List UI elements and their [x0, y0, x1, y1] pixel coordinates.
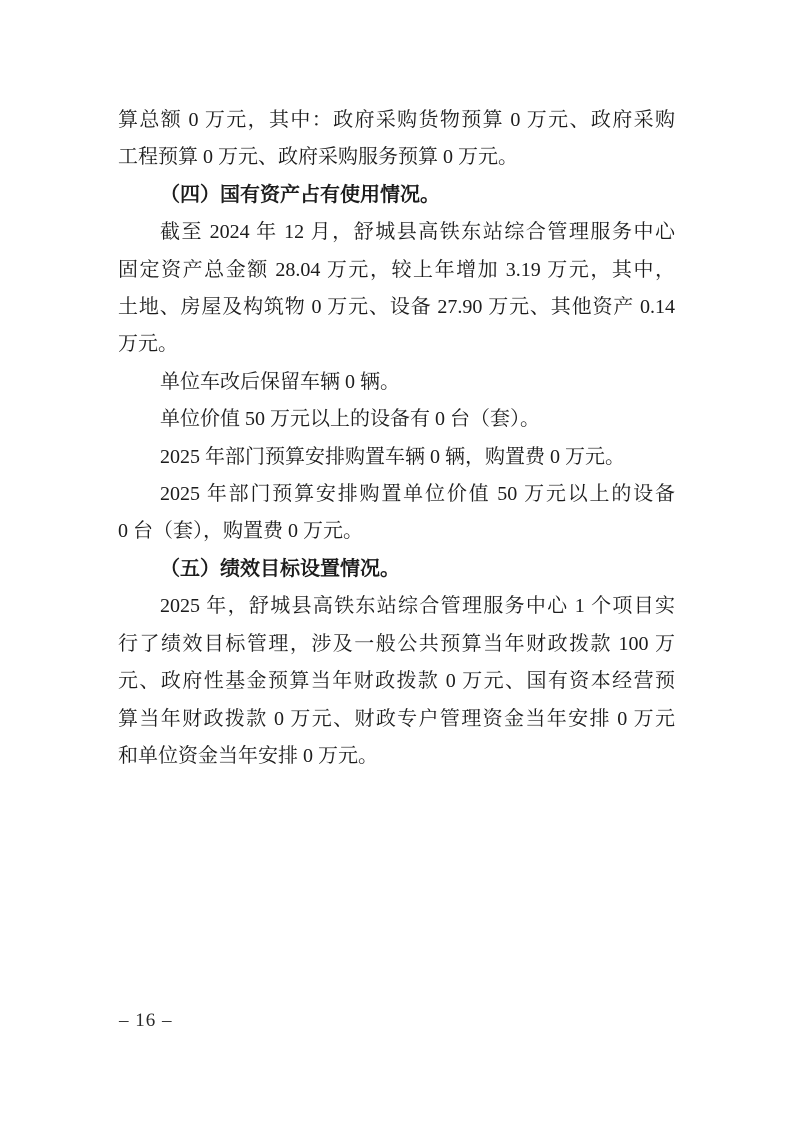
equipment-over-50-paragraph — [118, 401, 675, 438]
budget-equipment-purchase-paragraph — [118, 476, 675, 551]
fixed-assets-paragraph — [118, 214, 675, 364]
text-line: 2025 年部门预算安排购置单位价值 50 万元以上的设备 — [160, 483, 675, 506]
text-line: 和单位资金当年安排 0 万元。 — [118, 744, 378, 767]
performance-target-paragraph — [118, 588, 675, 775]
text-line: 算总额 0 万元，其中：政府采购货物预算 0 万元、政府采购 — [118, 109, 675, 131]
budget-vehicle-purchase-paragraph — [118, 439, 675, 476]
heading-section-4 — [118, 177, 675, 214]
text-line: 固定资产总金额 28.04 万元，较上年增加 3.19 万元，其中， — [118, 258, 675, 281]
text-line: 万元。 — [118, 333, 178, 356]
page-number: – 16 – — [119, 1010, 173, 1031]
text-line: 工程预算 0 万元、政府采购服务预算 0 万元。 — [118, 146, 518, 169]
text-line: 行了绩效目标管理，涉及一般公共预算当年财政拨款 100 万 — [118, 632, 675, 655]
heading-section-5 — [118, 551, 675, 588]
text-line: 算当年财政拨款 0 万元、财政专户管理资金当年安排 0 万元 — [118, 707, 675, 730]
procurement-paragraph-continuation — [118, 102, 675, 177]
text-line: （五）绩效目标设置情况。 — [160, 557, 400, 580]
document-body — [118, 102, 675, 775]
text-line: 截至 2024 年 12 月，舒城县高铁东站综合管理服务中心 — [160, 221, 675, 244]
retained-vehicles-paragraph — [118, 364, 675, 401]
text-line: （四）国有资产占有使用情况。 — [160, 183, 440, 206]
text-line: 0 台（套），购置费 0 万元。 — [118, 520, 363, 543]
text-line: 元、政府性基金预算当年财政拨款 0 万元、国有资本经营预 — [118, 670, 675, 693]
text-line: 2025 年，舒城县高铁东站综合管理服务中心 1 个项目实 — [160, 595, 675, 618]
text-line: 单位价值 50 万元以上的设备有 0 台（套）。 — [160, 408, 540, 431]
text-line: 土地、房屋及构筑物 0 万元、设备 27.90 万元、其他资产 0.14 — [118, 296, 675, 319]
text-line: 单位车改后保留车辆 0 辆。 — [160, 370, 400, 393]
text-line: 2025 年部门预算安排购置车辆 0 辆，购置费 0 万元。 — [160, 445, 625, 468]
